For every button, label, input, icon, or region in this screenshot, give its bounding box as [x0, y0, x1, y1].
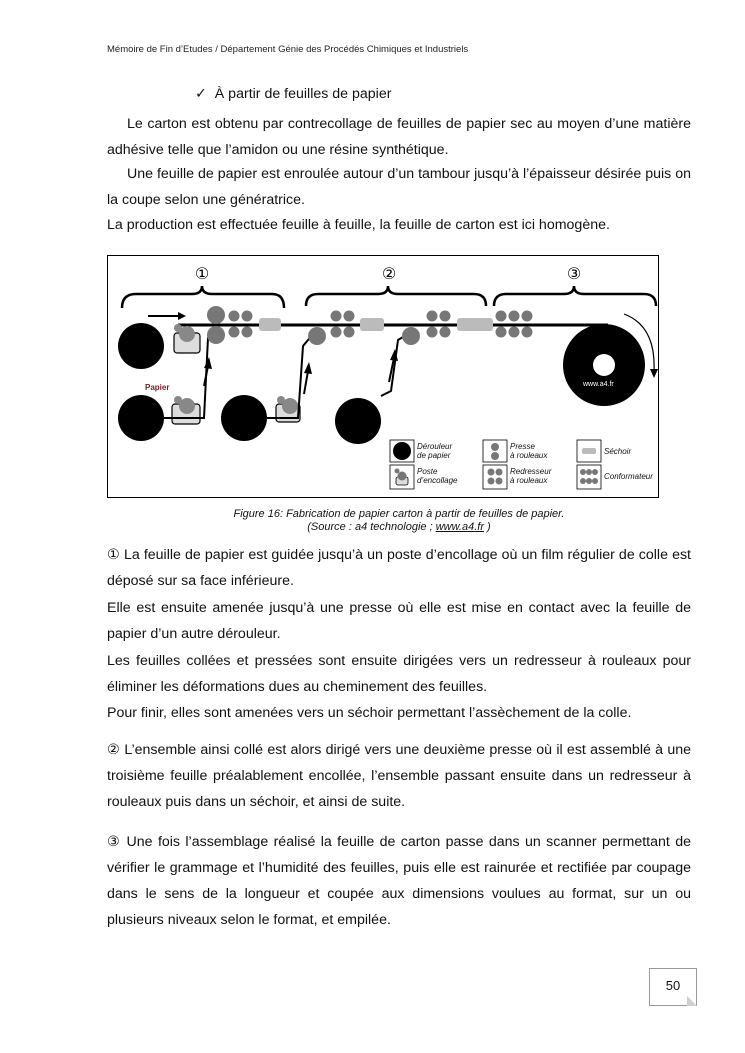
step1-paragraph-2: Elle est ensuite amenée jusqu’à une presse où elle est mise en contact avec la feuille de papier d’un autre dérouleur. [107, 600, 691, 642]
dryer-3 [457, 318, 493, 331]
legend-glue-label-1: Poste [417, 467, 438, 476]
brace-3 [494, 286, 656, 306]
feed-arrow-head [178, 312, 186, 320]
process-figure [107, 255, 659, 498]
bullet-item [195, 86, 391, 102]
step1-paragraph-4: Pour finir, elles sont amenées vers un séchoir permettant l’assèchement de la colle. [107, 705, 632, 721]
legend-unwinder-label-2: de papier [417, 451, 451, 460]
legend-unwinder-label-1: Dérouleur [417, 442, 453, 451]
legend-conformer-label: Conformateur [604, 472, 653, 481]
rewinder-core [593, 354, 615, 376]
up-arrow-1 [204, 357, 212, 369]
page-header: Mémoire de Fin d’Etudes / Département Génie des Procédés Chimiques et Industriels [107, 44, 469, 55]
up-arrow-2 [304, 362, 312, 374]
legend-dryer-icon [582, 448, 596, 454]
press-roller-1-bottom [207, 326, 225, 344]
page-number: 50 [649, 968, 697, 1006]
intro-paragraph-3: La production est effectuée feuille à feuille, la feuille de carton est ici homogène. [107, 217, 610, 233]
press-roller-1-top [207, 306, 225, 324]
press-roller-3 [402, 327, 420, 345]
legend-glue-label-2: d’encollage [417, 476, 458, 485]
unwinder-3 [335, 398, 381, 444]
step-2-marker: ② [381, 264, 397, 283]
step1-paragraph-1: ① La feuille de papier est guidée jusqu’à un poste d’encollage où un film régulier de colle est déposé sur sa face inférieure. [107, 547, 691, 589]
legend-straightener-label-1: Redresseur [510, 467, 552, 476]
legend-press-label-1: Presse [510, 442, 535, 451]
intro-paragraph-1: Le carton est obtenu par contrecollage de feuilles de papier sec au moyen d’une matière adhésive telle que l’amidon ou une résine synthétique. [107, 116, 691, 158]
legend-unwinder-icon [393, 442, 411, 460]
intro-paragraph-2: Une feuille de papier est enroulée autour d’un tambour jusqu’à l’épaisseur désirée puis on la coupe selon une génératrice. [107, 166, 691, 208]
step-3-marker: ③ [566, 264, 582, 283]
unwinder-bottom-left [118, 395, 164, 441]
brace-2 [306, 286, 486, 306]
legend-press-icon [491, 443, 499, 451]
figure-caption-line-2: (Source : a4 technologie ; www.a4.fr ) [307, 521, 491, 533]
legend-straightener-label-2: à rouleaux [510, 476, 548, 485]
legend [390, 440, 653, 489]
press-roller-2 [308, 327, 326, 345]
bullet-text: À partir de feuilles de papier [214, 86, 392, 102]
source-link[interactable]: www.a4.fr [435, 521, 484, 533]
process-diagram [108, 256, 658, 497]
brace-1 [122, 286, 284, 308]
check-icon: ✓ [195, 86, 207, 102]
step3-paragraph: ③ Une fois l’assemblage réalisé la feuille de carton passe dans un scanner permettant de vérifier le grammage et l’humidité des feuilles, puis elle est rainurée et rectifiée par coupage dans le sens de la longueur et coupée aux dimensions voulues au format, sur un ou plusieurs niveaux selon le format, et empilée. [107, 834, 691, 928]
legend-dryer-label: Séchoir [604, 447, 632, 456]
step1-paragraph-3: Les feuilles collées et pressées sont ensuite dirigées vers un redresseur à rouleaux pour éliminer les déformations dues au cheminement des feuilles. [107, 653, 691, 695]
legend-press-label-2: à rouleaux [510, 451, 548, 460]
paper-path-3 [381, 334, 408, 396]
figure-caption-line-1: Figure 16: Fabrication de papier carton à partir de feuilles de papier. [233, 508, 565, 520]
watermark: www.a4.fr [583, 381, 614, 388]
papier-label: Papier [145, 383, 170, 392]
unwinder-2 [221, 395, 267, 441]
dryer-2 [360, 318, 384, 331]
dryer-1 [259, 318, 281, 331]
step2-paragraph: ② L’ensemble ainsi collé est alors dirigé vers une deuxième presse où il est assemblé à une troisième feuille préalablement encollée, l’ensemble passant ensuite dans un redresseur à rouleaux puis dans un séchoir, et ainsi de suite. [107, 742, 691, 810]
step-1-marker: ① [194, 264, 210, 283]
unwinder-top-left [118, 323, 164, 369]
page-fold [687, 996, 697, 1006]
